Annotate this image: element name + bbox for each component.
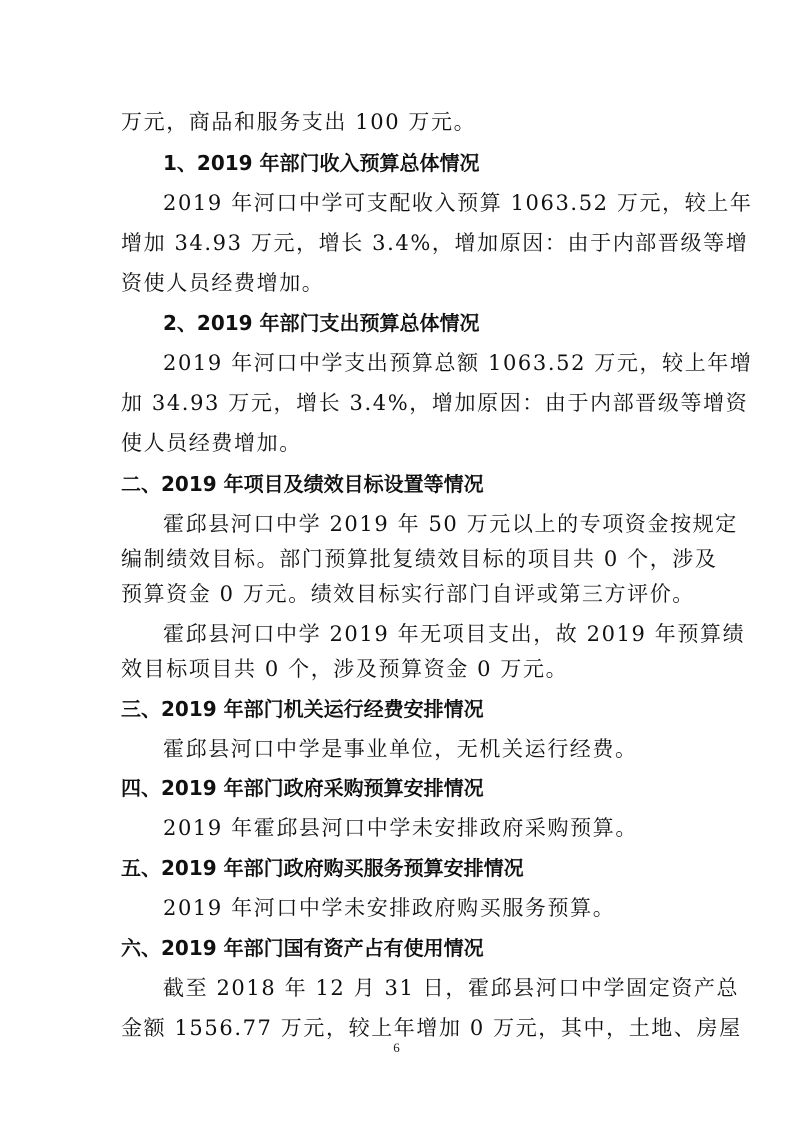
paragraph-line: 资使人员经费增加。 [121,271,325,295]
paragraph-line: 2019 年河口中学未安排政府购买服务预算。 [163,896,616,920]
paragraph-line: 加 34.93 万元，增长 3.4%，增加原因：由于内部晋级等增资 [121,391,749,415]
paragraph-line: 增加 34.93 万元，增长 3.4%，增加原因：由于内部晋级等增 [121,231,749,255]
paragraph-line: 金额 1556.77 万元，较上年增加 0 万元，其中，土地、房屋 [121,1016,742,1040]
paragraph-line: 使人员经费增加。 [121,431,302,455]
paragraph-line: 预算资金 0 万元。绩效目标实行部门自评或第三方评价。 [121,582,695,606]
paragraph-line: 霍邱县河口中学 2019 年 50 万元以上的专项资金按规定 [163,512,738,536]
paragraph-line: 霍邱县河口中学 2019 年无项目支出，故 2019 年预算绩 [163,622,746,646]
paragraph-line: 效目标项目共 0 个，涉及预算资金 0 万元。 [121,657,569,681]
paragraph-line: 霍邱县河口中学是事业单位，无机关运行经费。 [163,737,638,761]
section-heading: 六、2019 年部门国有资产占有使用情况 [121,936,484,960]
section-heading: 四、2019 年部门政府采购预算安排情况 [121,776,484,800]
paragraph-line: 编制绩效目标。部门预算批复绩效目标的项目共 0 个，涉及 [121,547,718,571]
page-number: 6 [393,1040,400,1055]
paragraph-line: 截至 2018 年 12 月 31 日，霍邱县河口中学固定资产总 [163,976,740,1000]
section-heading: 三、2019 年部门机关运行经费安排情况 [121,697,484,721]
section-heading: 五、2019 年部门政府购买服务预算安排情况 [121,856,524,880]
paragraph-line: 2019 年河口中学可支配收入预算 1063.52 万元，较上年 [163,191,753,215]
section-heading: 二、2019 年项目及绩效目标设置等情况 [121,472,484,496]
section-heading: 1、2019 年部门收入预算总体情况 [163,151,480,175]
paragraph-line: 2019 年霍邱县河口中学未安排政府采购预算。 [163,816,638,840]
section-heading: 2、2019 年部门支出预算总体情况 [163,311,480,335]
paragraph-line: 2019 年河口中学支出预算总额 1063.52 万元，较上年增 [163,351,753,375]
paragraph-line: 万元，商品和服务支出 100 万元。 [121,110,477,134]
